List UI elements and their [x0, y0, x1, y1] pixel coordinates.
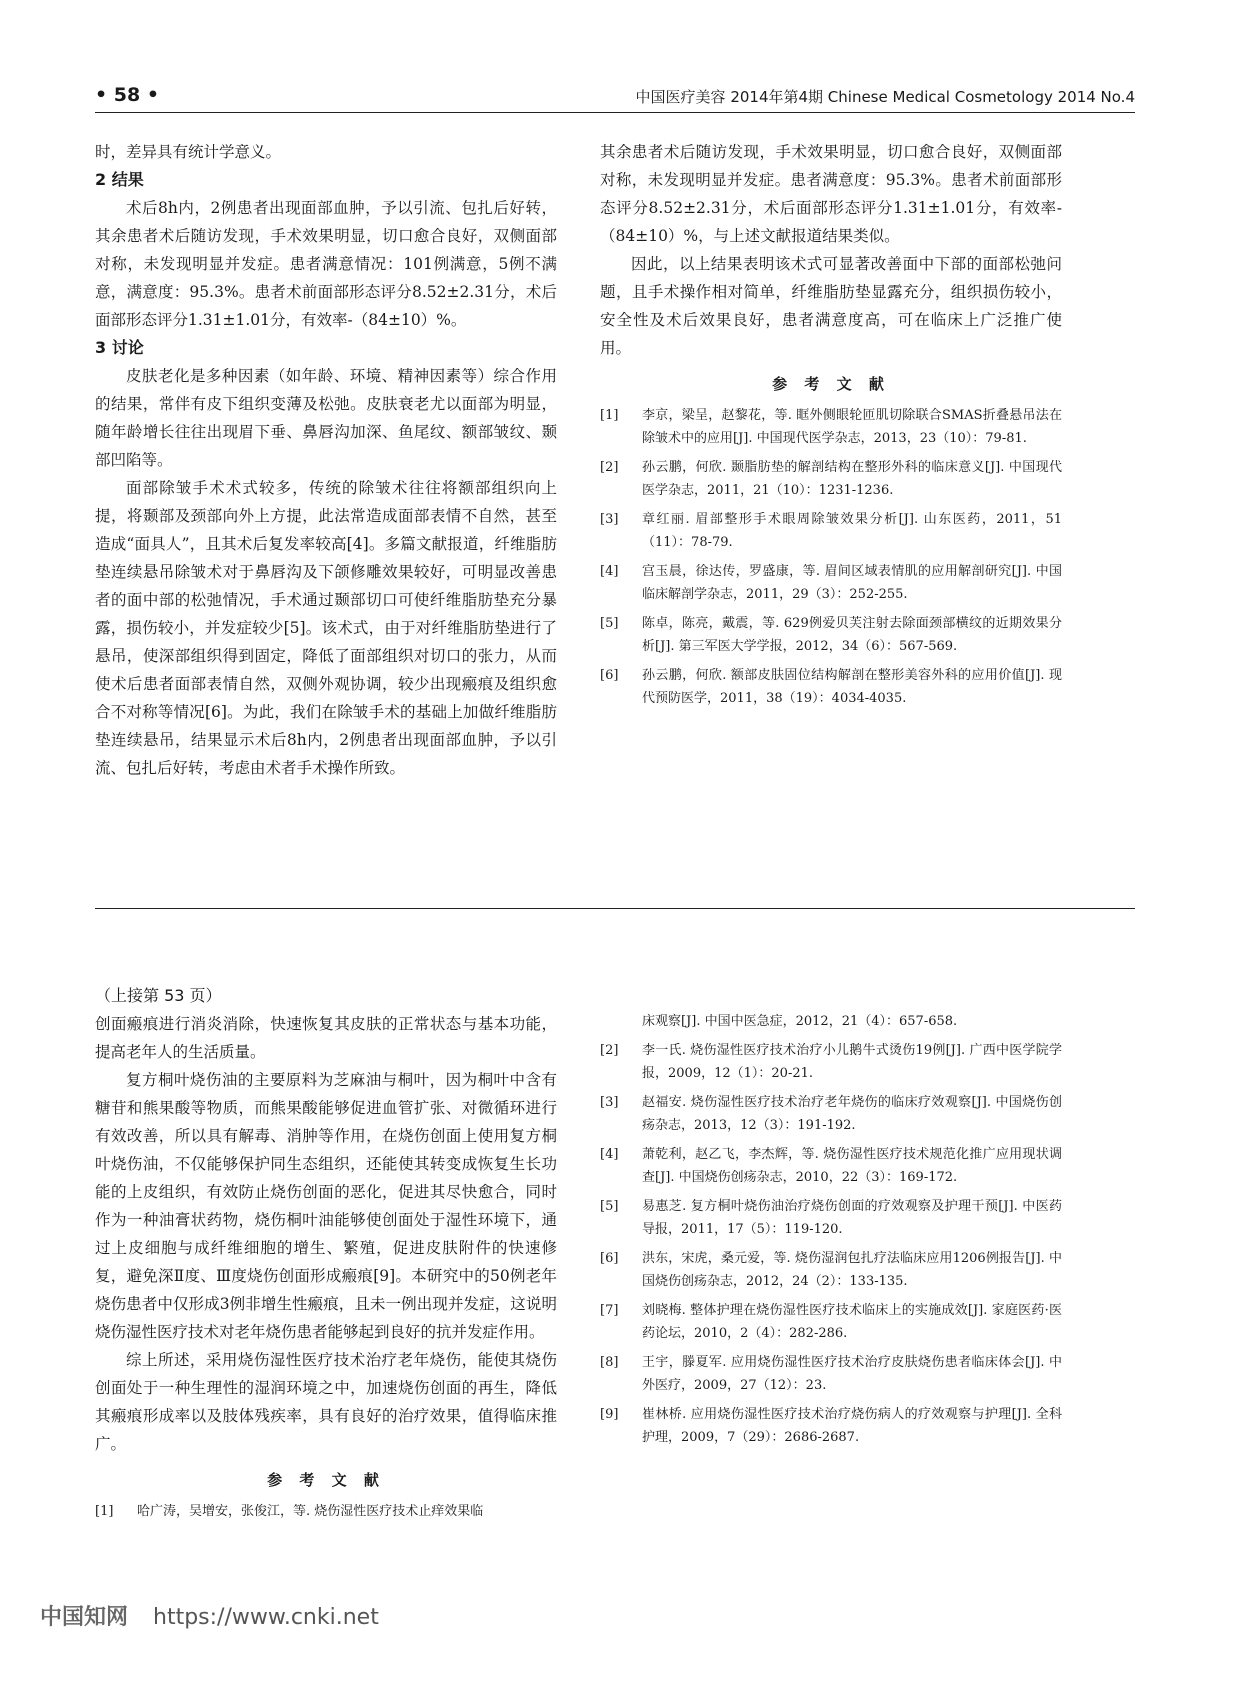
- reference-number: [5]: [600, 1199, 619, 1214]
- references-title: 参 考 文 献: [267, 1471, 385, 1489]
- section-heading-discussion: 3 讨论: [95, 338, 144, 357]
- reference-text: 床观察[J]. 中国中医急症，2012，21（4）：657-658.: [642, 1014, 958, 1029]
- reference-item: [600, 456, 1062, 502]
- reference-text: 宫玉晨，徐达传，罗盛康，等. 眉间区域表情肌的应用解剖研究[J]. 中国临床解剖学杂志，2011，29（3）：252-255.: [642, 564, 1062, 602]
- page-number: • 58 •: [95, 84, 159, 106]
- reference-text: 李京，梁呈，赵黎花，等. 眶外侧眼轮匝肌切除联合SMAS折叠悬吊法在除皱术中的应用[J]. 中国现代医学杂志，2013，23（10）：79-81.: [642, 408, 1062, 446]
- header-rule: [95, 112, 1135, 113]
- reference-item: [600, 508, 1062, 554]
- reference-number: [3]: [600, 1095, 619, 1110]
- reference-text: 赵福安. 烧伤湿性医疗技术治疗老年烧伤的临床疗效观察[J]. 中国烧伤创疡杂志，2013，12（3）：191-192.: [642, 1095, 1062, 1133]
- reference-text: 李一氏. 烧伤湿性医疗技术治疗小儿鹅牛式烫伤19例[J]. 广西中医学院学报，2009，12（1）：20-21.: [642, 1043, 1062, 1081]
- reference-number: [3]: [600, 512, 619, 527]
- reference-item: [600, 560, 1062, 606]
- paragraph: 时，差异具有统计学意义。: [95, 143, 282, 161]
- continued-label: （上接第 53 页）: [95, 986, 222, 1005]
- reference-item: [600, 1195, 1062, 1241]
- reference-item: [600, 664, 1062, 710]
- reference-text: 王宇，滕夏军. 应用烧伤湿性医疗技术治疗皮肤烧伤患者临床体会[J]. 中外医疗，2009，27（12）：23.: [642, 1355, 1062, 1393]
- reference-text: 孙云鹏，何欣. 颞脂肪垫的解剖结构在整形外科的临床意义[J]. 中国现代医学杂志，2011，21（10）：1231-1236.: [642, 460, 1062, 498]
- running-header: [95, 84, 1135, 110]
- top-right-column: [600, 138, 1062, 716]
- paragraph: 术后8h内，2例患者出现面部血肿，予以引流、包扎后好转，其余患者术后随访发现，手术效果明显，切口愈合良好，双侧面部对称，未发现明显并发症。患者满意情况：101例满意，5例不满意，满意度：95.3%。患者术前面部形态评分8.52±2.31分，术后面部形态评分1.31±1.01分，有效率-（84±10）%。: [95, 199, 557, 329]
- bottom-left-column: [95, 1010, 557, 1529]
- reference-text: 萧乾利，赵乙飞，李杰辉，等. 烧伤湿性医疗技术规范化推广应用现状调查[J]. 中国烧伤创疡杂志，2010，22（3）：169-172.: [642, 1147, 1062, 1185]
- reference-text: 易惠芝. 复方桐叶烧伤油治疗烧伤创面的疗效观察及护理干预[J]. 中医药导报，2011，17（5）：119-120.: [642, 1199, 1062, 1237]
- reference-number: [1]: [95, 1504, 114, 1519]
- cnki-url[interactable]: https://www.cnki.net: [153, 1605, 379, 1630]
- paragraph: 综上所述，采用烧伤湿性医疗技术治疗老年烧伤，能使其烧伤创面处于一种生理性的湿润环境之中，加速烧伤创面的再生，降低其瘢痕形成率以及肢体残疾率，具有良好的治疗效果，值得临床推广。: [95, 1351, 557, 1453]
- reference-number: [6]: [600, 1251, 619, 1266]
- reference-item: [95, 1500, 557, 1523]
- reference-number: [2]: [600, 460, 619, 475]
- reference-item: [600, 1039, 1062, 1085]
- reference-text: 陈卓，陈亮，戴震，等. 629例爱贝芙注射去除面颈部横纹的近期效果分析[J]. 第三军医大学学报，2012，34（6）：567-569.: [642, 616, 1062, 654]
- paragraph: 皮肤老化是多种因素（如年龄、环境、精神因素等）综合作用的结果，常伴有皮下组织变薄及松弛。皮肤衰老尤以面部为明显，随年龄增长往往出现眉下垂、鼻唇沟加深、鱼尾纹、额部皱纹、颞部凹陷等。: [95, 367, 557, 469]
- reference-number: [7]: [600, 1303, 619, 1318]
- reference-number: [9]: [600, 1407, 619, 1422]
- reference-number: [2]: [600, 1043, 619, 1058]
- reference-number: [600, 1010, 642, 1033]
- reference-number: [4]: [600, 1147, 619, 1162]
- top-left-column: [95, 138, 557, 782]
- reference-number: [6]: [600, 668, 619, 683]
- paragraph: 其余患者术后随访发现，手术效果明显，切口愈合良好，双侧面部对称，未发现明显并发症。患者满意度：95.3%。患者术前面部形态评分8.52±2.31分，术后面部形态评分1.31±1.01分，有效率-（84±10）%，与上述文献报道结果类似。: [600, 143, 1062, 245]
- reference-text: 洪东，宋虎，桑元爱，等. 烧伤湿润包扎疗法临床应用1206例报告[J]. 中国烧伤创疡杂志，2012，24（2）：133-135.: [642, 1251, 1062, 1289]
- reference-item: [600, 1403, 1062, 1449]
- reference-item: [600, 1091, 1062, 1137]
- references-title: 参 考 文 献: [772, 375, 890, 393]
- section-heading-results: 2 结果: [95, 170, 144, 189]
- references-list: [600, 404, 1062, 710]
- reference-text: 刘晓梅. 整体护理在烧伤湿性医疗技术临床上的实施成效[J]. 家庭医药·医药论坛，2010，2（4）：282-286.: [642, 1303, 1062, 1341]
- reference-number: [1]: [600, 408, 619, 423]
- paragraph: 复方桐叶烧伤油的主要原料为芝麻油与桐叶，因为桐叶中含有糖苷和熊果酸等物质，而熊果酸能够促进血管扩张、对微循环进行有效改善，所以具有解毒、消肿等作用，在烧伤创面上使用复方桐叶烧伤油，不仅能够保护同生态组织，还能使其转变成恢复生长功能的上皮组织，有效防止烧伤创面的恶化，促进其尽快愈合，同时作为一种油膏状药物，烧伤桐叶油能够使创面处于湿性环境下，通过上皮细胞与成纤维细胞的增生、繁殖，促进皮肤附件的快速修复，避免深Ⅱ度、Ⅲ度烧伤创面形成瘢痕[9]。本研究中的50例老年烧伤患者中仅形成3例非增生性瘢痕，且未一例出现并发症，这说明烧伤湿性医疗技术对老年烧伤患者能够起到良好的抗并发症作用。: [95, 1071, 557, 1341]
- bottom-right-column: [600, 1010, 1062, 1455]
- reference-text: 孙云鹏，何欣. 额部皮肤固位结构解剖在整形美容外科的应用价值[J]. 现代预防医学，2011，38（19）：4034-4035.: [642, 668, 1062, 706]
- reference-text: 章红丽. 眉部整形手术眼周除皱效果分析[J]. 山东医药，2011，51（11）：78-79.: [642, 512, 1062, 550]
- paragraph: 因此，以上结果表明该术式可显著改善面中下部的面部松弛问题，且手术操作相对简单，纤维脂肪垫显露充分，组织损伤较小，安全性及术后效果良好，患者满意度高，可在临床上广泛推广使用。: [600, 255, 1062, 357]
- reference-item: [600, 1299, 1062, 1345]
- references-list: [600, 1010, 1062, 1449]
- reference-text: 哈广涛，吴增安，张俊江，等. 烧伤湿性医疗技术止痒效果临: [137, 1504, 484, 1519]
- reference-item: [600, 1247, 1062, 1293]
- paragraph: 创面瘢痕进行消炎消除，快速恢复其皮肤的正常状态与基本功能，提高老年人的生活质量。: [95, 1015, 557, 1061]
- reference-item: [600, 1351, 1062, 1397]
- reference-item: [600, 1143, 1062, 1189]
- journal-title: 中国医疗美容 2014年第4期 Chinese Medical Cosmetology 2014 No.4: [635, 88, 1135, 106]
- reference-item: [600, 1010, 1062, 1033]
- reference-item: [600, 612, 1062, 658]
- reference-text: 崔林桥. 应用烧伤湿性医疗技术治疗烧伤病人的疗效观察与护理[J]. 全科护理，2009，7（29）：2686-2687.: [642, 1407, 1062, 1445]
- reference-number: [8]: [600, 1355, 619, 1370]
- reference-number: [4]: [600, 564, 619, 579]
- footer-watermark: [40, 1600, 379, 1631]
- reference-item: [600, 404, 1062, 450]
- paragraph: 面部除皱手术术式较多，传统的除皱术往往将额部组织向上提，将颞部及颈部向外上方提，此法常造成面部表情不自然，甚至造成“面具人”，且其术后复发率较高[4]。多篇文献报道，纤维脂肪垫连续悬吊除皱术对于鼻唇沟及下颌修雕效果较好，可明显改善患者的面中部的松弛情况，手术通过颞部切口可使纤维脂肪垫充分暴露，损伤较小，并发症较少[5]。该术式，由于对纤维脂肪垫进行了悬吊，使深部组织得到固定，降低了面部组织对切口的张力，从而使术后患者面部表情自然，双侧外观协调，较少出现瘢痕及组织愈合不对称等情况[6]。为此，我们在除皱手术的基础上加做纤维脂肪垫连续悬吊，结果显示术后8h内，2例患者出现面部血肿，予以引流、包扎后好转，考虑由术者手术操作所致。: [95, 479, 557, 777]
- section-divider: [95, 908, 1135, 909]
- reference-number: [5]: [600, 616, 619, 631]
- cnki-logo: 中国知网: [40, 1605, 129, 1630]
